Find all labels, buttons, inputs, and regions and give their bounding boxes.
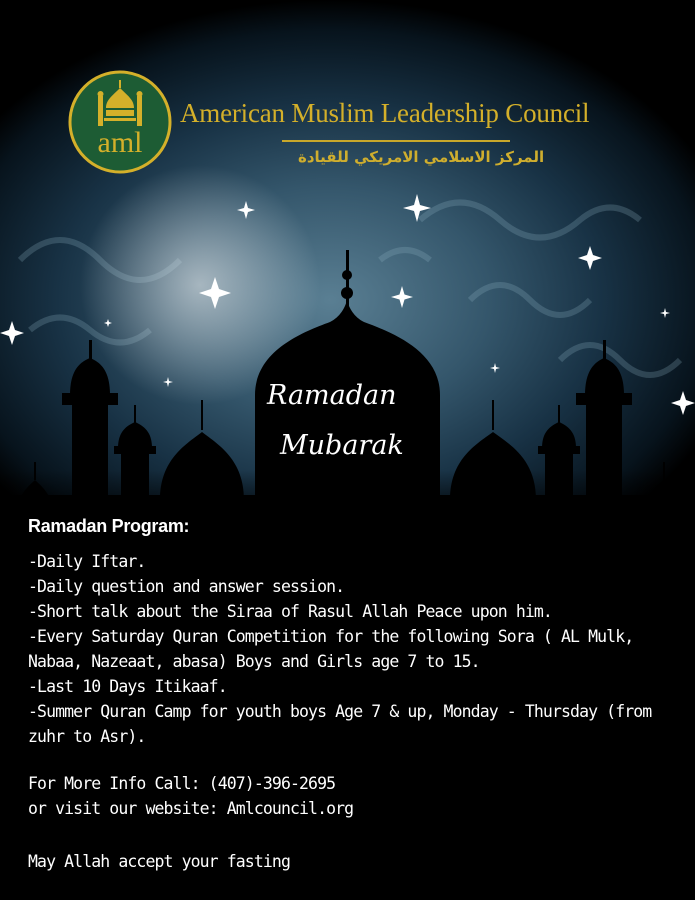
- contact-website: or visit our website: Amlcouncil.org: [28, 799, 354, 818]
- star-icon: [490, 363, 500, 373]
- program-item: -Daily Iftar.: [28, 552, 146, 571]
- org-name: American Muslim Leadership Council: [180, 98, 590, 128]
- contact-phone: For More Info Call: (407)-396-2695: [28, 774, 336, 793]
- greeting-line-1: Ramadan: [267, 380, 397, 411]
- star-icon: [671, 391, 695, 415]
- aml-logo-emblem: [68, 70, 172, 174]
- star-icon: [578, 246, 602, 270]
- program-item: -Last 10 Days Itikaaf.: [28, 677, 227, 696]
- program-item: -Every Saturday Quran Competition for the following Sora ( AL Mulk, Nabaa, Nazeaat, abasa) Boys and Girls age 7 to 15.: [28, 627, 634, 671]
- program-item: -Summer Quran Camp for youth boys Age 7 & up, Monday - Thursday (from zuhr to Asr).: [28, 702, 652, 746]
- program-item: -Short talk about the Siraa of Rasul Allah Peace upon him.: [28, 602, 552, 621]
- program-content: [28, 516, 683, 874]
- star-icon: [660, 308, 670, 318]
- program-item: -Daily question and answer session.: [28, 577, 345, 596]
- org-name-arabic: المركز الاسلامي الامريكي للقيادة: [298, 148, 545, 166]
- contact-info: [28, 771, 683, 821]
- greeting-line-2: Mubarak: [280, 430, 404, 461]
- star-icon: [0, 321, 24, 345]
- program-heading: Ramadan Program:: [28, 516, 190, 536]
- star-icon: [391, 286, 413, 308]
- logo-divider: [282, 140, 510, 142]
- logo-emblem-text: aml: [97, 126, 143, 159]
- program-list: [28, 549, 683, 749]
- closing-message: May Allah accept your fasting: [28, 852, 290, 871]
